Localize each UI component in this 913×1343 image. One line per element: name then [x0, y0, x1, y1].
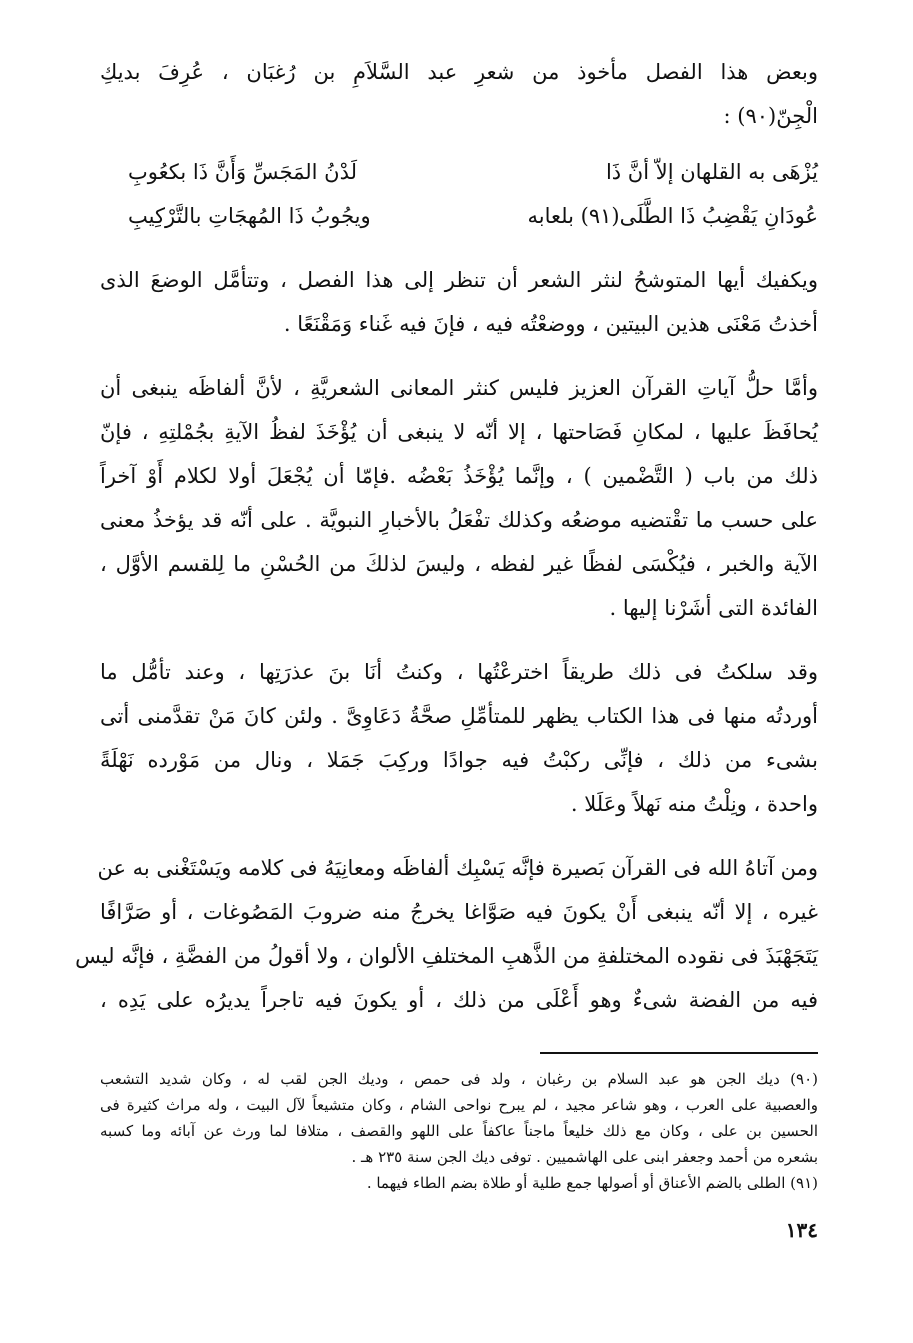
text-line: الآية والخبر ، فيُكْسَى لفظًا غير لفظه ، وليسَ لذلكَ من الحُسْنِ ما لِلقسم الأوَّل ، — [100, 552, 818, 576]
text-line: وأمَّا حلُّ آياتِ القرآن العزيز فليس كنثر المعانى الشعريَّةِ ، لأنَّ ألفاظَه ينبغى أن — [100, 376, 818, 400]
text-line: أوردتُه منها فى هذا الكتاب يظهر للمتأمِّلِ صحَّةُ دَعَاوِىَّ . ولئن كانَ مَنْ تقدَّمنى أتى — [100, 704, 818, 728]
text-line: بشىء من ذلك ، فإنِّى ركبْتُ فيه جوادًا وركِبَ جَمَلا ، ونال من مَوْرده نَهْلَةً — [100, 748, 818, 772]
page-number: ١٣٤ — [785, 1218, 818, 1242]
verse-right-hemistich: يُزْهَى به القلهان إلاّ أنَّ ذَا — [605, 160, 818, 184]
text-line: فيه من الفضة شىءٌ وهو أَعْلَى من ذلك ، أو يكونَ فيه تاجراً يديرُه على يَدِه ، — [100, 988, 818, 1012]
text-line: واحدة ، ونِلْتُ منه نَهلاً وعَلَلا . — [570, 792, 818, 816]
text-line: على حسب ما تقْتضيه موضعُه وكذلك تفْعَلُ بالأخبارِ النبويَّة . على أنّه قد يؤخذُ معنى — [100, 508, 818, 532]
paragraph-quran-verses — [100, 366, 818, 630]
verse-left-hemistich: لَدْنُ المَجَسِّ وَأَنَّ ذَا بكعُوبِ — [128, 160, 358, 184]
text-line: الْجِنّ(٩٠) : — [723, 104, 818, 128]
text-line: أخذتُ مَعْنَى هذين البيتين ، ووضعْتُه فيه ، فإنَ فيه غَناء وَمَقْنَعًا . — [283, 312, 818, 336]
footnote-line: بشعره من أحمد وجعفر ابنى على الهاشميين . توفى ديك الجن سنة ٢٣٥ هـ . — [351, 1148, 818, 1166]
footnotes — [100, 1066, 818, 1196]
footnote-line: والعصبية على العرب ، وهو شاعر مجيد ، لم يبرح نواحى الشام ، وكان متشيعاً لآل البيت ، وله مراث كثيرة فى — [100, 1096, 818, 1114]
footnote-line: الحسين بن على ، وكان مع ذلك خليعاً ماجناً عاكفاً على اللهو والقصف ، متلافا لما ورث عن آبائه وما كسبه — [100, 1122, 818, 1140]
paragraph-insight — [75, 846, 818, 1022]
verse-left-hemistich: ويجُوبُ ذَا المُهجَاتِ بالتَّرْكِيبِ — [128, 204, 371, 228]
poem-verse — [128, 194, 818, 238]
text-line: الفائدة التى أشَرْنا إليها . — [609, 596, 818, 620]
footnote-divider — [540, 1052, 818, 1054]
text-line: ذلك من باب ( التَّضْمين ) ، وإنَّما يُؤْخَذُ بَعْضُه .فإمّا أن يُجْعَلَ أولا لكلام أَوْ آخراً — [100, 464, 818, 488]
text-line: ومن آتاهُ الله فى القرآن بَصيرة فإنَّه يَسْبِك ألفاظَه ومعانِيَهُ فى كلامه ويَسْتَغْنى به عن — [97, 856, 818, 880]
text-line: وبعض هذا الفصل مأخوذ من شعرِ عبد السَّلاَمِ بن رُغبَان ، عُرِفَ بديكِ — [100, 60, 818, 84]
text-line: يُحافَظَ عليها ، لمكانِ فَصَاحتها ، إلا أنّه لا ينبغى أن يُؤْخَذَ لفظُ الآيةِ بجُمْلتِهِ ، فإنّ — [100, 420, 818, 444]
text-line: ويكفيك أيها المتوشحُ لنثر الشعر أن تنظر إلى هذا الفصل ، وتتأمَّل الوضعَ الذى — [100, 268, 818, 292]
text-line: يَتَجَهْبَذَ فى نقوده المختلفةِ من الذَّهبِ المختلفِ الألوان ، ولا أقولُ من الفضَّةِ ، فإنَّه ليس — [75, 944, 818, 968]
paragraph-prose-versification — [100, 258, 818, 346]
verse-right-hemistich: عُودَانِ يَقْضِبُ ذَا الطَّلَى(٩١) بلعابه — [527, 204, 818, 228]
poem — [128, 150, 818, 238]
footnote-line: (٩٠) ديك الجن هو عبد السلام بن رغبان ، ولد فى حمص ، وديك الجن لقب له ، وكان شديد التشعب — [100, 1070, 818, 1088]
text-line: غيره ، إلا أنّه ينبغى أَنْ يكونَ فيه صَوَّاغا يخرجُ منه ضروبَ المَصُوغات ، أو صَرَّافًا — [100, 900, 818, 924]
paragraph-method — [100, 650, 818, 826]
footnote-line: (٩١) الطلى بالضم الأعناق أو أصولها جمع طلية أو طلاة بضم الطاء فيهما . — [366, 1174, 818, 1192]
poem-verse — [128, 150, 818, 194]
intro-paragraph — [100, 50, 818, 138]
text-line: وقد سلكتُ فى ذلك طريقاً اخترعْتُها ، وكنتُ أنَا بنَ عذرَتِها ، وعند تأمُّل ما — [100, 660, 818, 684]
